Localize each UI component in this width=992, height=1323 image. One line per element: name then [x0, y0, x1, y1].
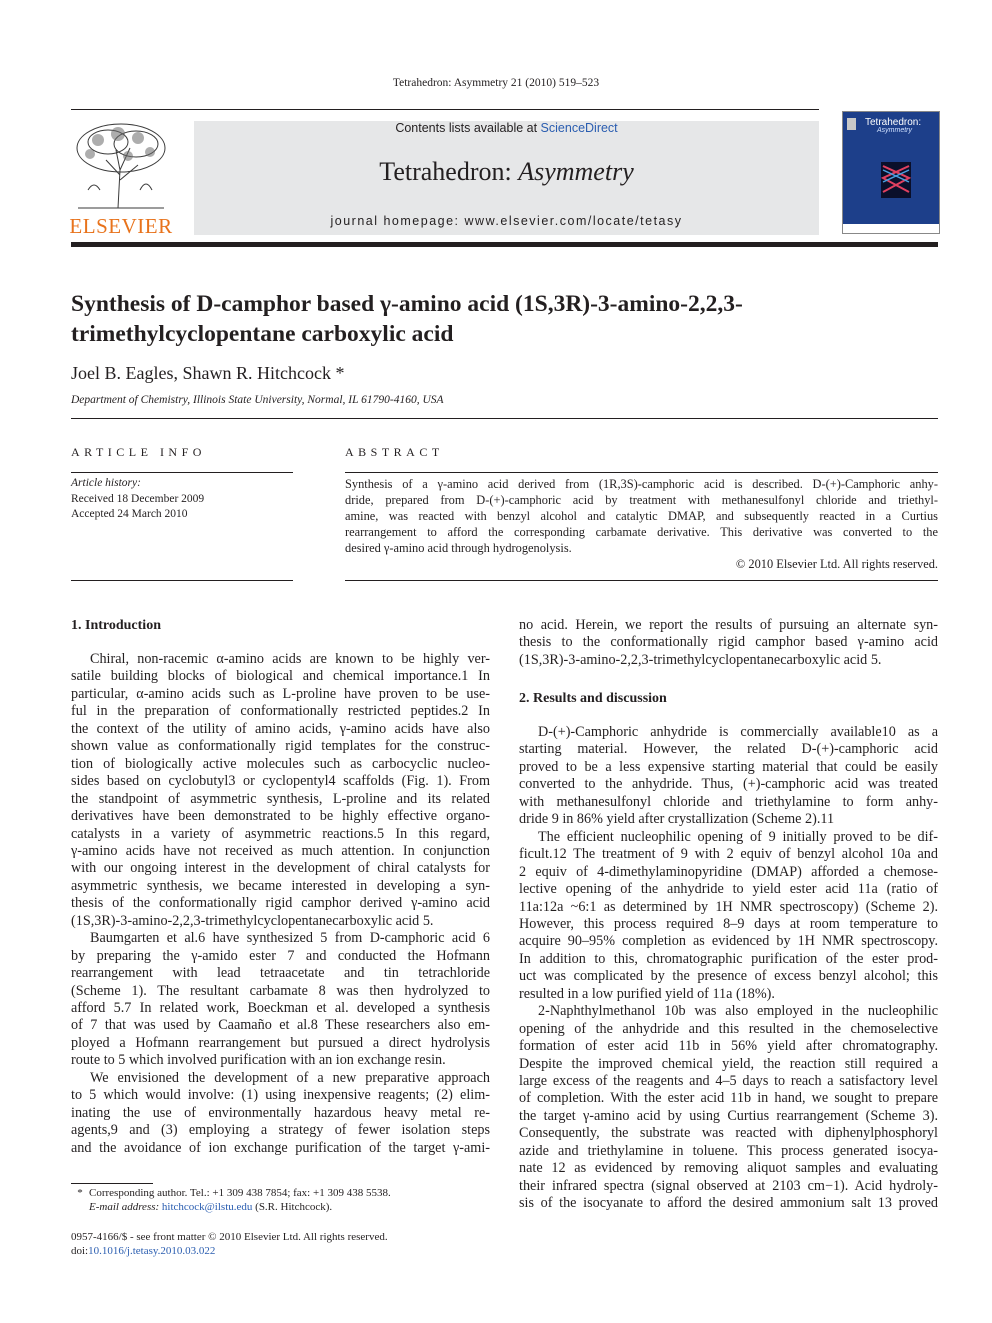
text-line: uct was complicated by the presence of excess benzyl alcohol; this — [519, 968, 938, 985]
text-line: the target γ-amino acid by using Curtius rearrangement (Scheme 3). — [519, 1107, 938, 1124]
accepted-date: Accepted 24 March 2010 — [71, 508, 188, 520]
text-line: D-(+)-Camphoric anhydride is commercially available10 as a — [538, 724, 938, 740]
text-line: by preparing the γ-amido ester 7 and conducted the Hofmann — [71, 947, 490, 964]
cover-subtitle: Asymmetry — [877, 127, 912, 134]
text-line: catalysts in a variety of asymmetric reactions.5 In this regard, — [71, 825, 490, 842]
text-line: In addition to this, chromatographic purification of the ester prod- — [519, 950, 938, 967]
text-line: 2 equiv of 4-dimethylaminopyridine (DMAP) afforded a chemose- — [519, 863, 938, 880]
text-line: their infrared spectra (signal observed at 2103 cm−1). Acid hydroly- — [519, 1177, 938, 1194]
publisher-logo-text: ELSEVIER — [69, 214, 173, 238]
email-link[interactable]: hitchcock@ilstu.edu — [161, 1201, 253, 1213]
text-line: (1S,3R)-3-amino-2,2,3-trimethylcyclopentanecarboxylic acid 5. — [71, 912, 434, 929]
text-line: the context of the utility of amino acids, γ-amino acids have also — [71, 720, 490, 737]
introduction-continued — [519, 617, 938, 671]
text-line: (1S,3R)-3-amino-2,2,3-trimethylcyclopentanecarboxylic acid 5. — [519, 651, 882, 668]
abstract-heading: ABSTRACT — [345, 445, 444, 459]
doi-link[interactable]: 10.1016/j.tetasy.2010.03.022 — [88, 1245, 216, 1257]
text-line: 11a:12a ~6:1 as determined by 1H NMR spectroscopy) (Scheme 2). — [519, 898, 938, 915]
text-line: γ-amino acids have not received as much attention. In conjunction — [71, 842, 490, 859]
text-line: and the avoidance of ion exchange purification of the target γ-ami- — [71, 1139, 490, 1156]
section-heading-introduction: 1. Introduction — [71, 618, 161, 633]
cover-graphic-icon — [843, 112, 939, 233]
text-line: asymmetric synthesis, we became interested in developing a syn- — [71, 877, 490, 894]
footnote-rule — [71, 1183, 153, 1184]
article-title-line2: trimethylcyclopentane carboxylic acid — [71, 321, 454, 347]
homepage-link[interactable]: www.elsevier.com/locate/tetasy — [464, 214, 683, 228]
text-line: afford 5.7 In related work, Boeckman et al. developed a synthesis — [71, 1000, 490, 1016]
text-line: Baumgarten et al.6 have synthesized 5 from D-camphoric acid 6 — [90, 930, 490, 947]
issn-line: 0957-4166/$ - see front matter © 2010 Elsevier Ltd. All rights reserved. — [71, 1231, 388, 1243]
history-label: Article history: — [71, 477, 141, 489]
abstract-line: dride, prepared from D-(+)-camphoric acid by treatment with methanesulfonyl chloride and triethyl- — [345, 493, 938, 507]
text-line: ployed a Hofmann rearrangement but pursued a direct hydrolysis — [71, 1034, 490, 1051]
abstract-line: rearrangement to afford the corresponding carbamate derivative. This derivative was converted to the — [345, 525, 938, 539]
abstract-rule — [345, 472, 938, 473]
abstract-bottom-rule — [345, 580, 938, 581]
text-line: of completion. With the ester acid 11b in hand, we sought to prepare — [519, 1090, 938, 1107]
text-line: starting material. However, the related D-(+)-camphoric acid — [519, 741, 938, 758]
text-line: However, this process required 8–9 days at room temperature to — [519, 915, 938, 932]
affiliation: Department of Chemistry, Illinois State University, Normal, IL 61790-4160, USA — [71, 394, 444, 406]
text-line: shown value as conformationally rigid templates for the construc- — [71, 738, 490, 755]
text-line: formation of ester acid 11b in 56% yield after chromatography. — [519, 1038, 938, 1055]
text-line: proved to be a less expensive starting material that could be easily — [519, 758, 938, 775]
text-line: ficult.12 The treatment of 9 with 2 equiv of benzyl alcohol 10a and — [519, 846, 938, 863]
text-line: azide and triethylamine in toluene. This process generated isocya- — [519, 1142, 938, 1159]
footnote-email: E-mail address: hitchcock@ilstu.edu (S.R. Hitchcock). — [89, 1201, 333, 1213]
journal-title: Tetrahedron: Asymmetry — [379, 157, 634, 186]
abstract-line: desired γ-amino acid through hydrogenolysis. — [345, 541, 572, 555]
text-line: with methanesulfonyl chloride and triethylamine to form anhy- — [519, 793, 938, 810]
footnote — [71, 1186, 391, 1214]
text-line: lective opening of the anhydride to yield ester acid 11a (ratio of — [519, 881, 938, 898]
text-line: Despite the improved chemical yield, the reaction still required a — [519, 1055, 938, 1072]
cover-title: Tetrahedron: — [865, 117, 922, 128]
header-rule — [71, 109, 819, 110]
text-line: nate 12 as evidenced by removing aliquot samples and evaluating — [519, 1160, 938, 1177]
abstract-line: amine, was reacted with benzyl alcohol and catalytic DMAP, and subsequently reacted in a Curtius — [345, 509, 938, 523]
text-line: satile building blocks of biological and chemical importance.1 In — [71, 668, 490, 685]
text-line: inating the use of environmentally hazardous heavy metal re- — [71, 1104, 490, 1121]
tree-icon — [68, 120, 174, 210]
article-title — [71, 289, 931, 349]
text-line: the standpoint of asymmetric synthesis, L-proline and its related — [71, 790, 490, 807]
text-line: of 7 that was used by Caamaño et al.8 These researchers also em- — [71, 1017, 490, 1034]
abstract-copyright: © 2010 Elsevier Ltd. All rights reserved. — [735, 557, 938, 571]
authors: Joel B. Eagles, Shawn R. Hitchcock * — [71, 363, 345, 383]
journal-cover — [842, 111, 940, 234]
text-line: agents,9 and (3) employing a strategy of fewer isolation steps — [71, 1122, 490, 1139]
article-history — [71, 476, 204, 523]
text-line: large excess of the reagents and 4–5 days to reach a satisfactory level — [519, 1073, 938, 1089]
text-line: Consequently, the substrate was reacted with diphenylphosphoryl — [519, 1125, 938, 1142]
text-line: 2-Naphthylmethanol 10b was also employed in the nucleophilic — [538, 1003, 938, 1020]
section-heading-results: 2. Results and discussion — [519, 691, 667, 706]
masthead-thick-rule — [71, 242, 938, 247]
text-line: particular, α-amino acids such as L-proline have proven to be use- — [71, 685, 490, 702]
text-line: to 5 which would involve: (1) using inexpensive reagents; (2) elim- — [71, 1087, 490, 1104]
introduction-body — [71, 651, 490, 1161]
text-line: The efficient nucleophilic opening of 9 initially proved to be dif- — [538, 828, 938, 845]
masthead-box — [194, 121, 819, 235]
text-line: sis of the isocyanate to afford the desired ammonium salt 13 proved — [519, 1195, 938, 1212]
abstract-line: Synthesis of a γ-amino acid derived from (1R,3S)-camphoric acid is described. D-(+)-Camphoric anhy- — [345, 477, 938, 491]
article-info-heading: ARTICLE INFO — [71, 445, 206, 459]
journal-homepage: journal homepage: www.elsevier.com/locate/tetasy — [330, 214, 683, 228]
text-line: Chiral, non-racemic α-amino acids are known to be highly ver- — [90, 651, 490, 667]
sciencedirect-link[interactable]: ScienceDirect — [540, 121, 618, 135]
text-line: thesis to the conformationally rigid camphor based γ-amino acid — [519, 634, 938, 651]
text-line: route to 5 which involved purification with an ion exchange resin. — [71, 1052, 446, 1069]
text-line: ful in the preparation of conformationally restricted peptides.2 In — [71, 703, 490, 720]
text-line: rearrangement with lead tetraacetate and tin tetrachloride — [71, 965, 490, 982]
results-body — [519, 724, 938, 1219]
text-line: (Scheme 1). The resultant carbamate 8 was then hydrolyzed to — [71, 982, 490, 999]
text-line: sides based on cyclobutyl3 or cyclopentyl4 scaffolds (Fig. 1). From — [71, 773, 490, 790]
running-header: Tetrahedron: Asymmetry 21 (2010) 519–523 — [392, 77, 600, 89]
doi-line: doi:10.1016/j.tetasy.2010.03.022 — [71, 1245, 216, 1257]
text-line: acquire 90–95% completion as evidenced by 1H NMR spectroscopy. — [519, 933, 938, 950]
footnote-author: * Corresponding author. Tel.: +1 309 438 7854; fax: +1 309 438 5538. — [77, 1187, 391, 1199]
elsevier-logo — [68, 120, 174, 238]
text-line: tion of biologically active molecules such as carbocyclic nucleo- — [71, 755, 490, 772]
text-line: resulted in a low purified yield of 11a (18%). — [519, 985, 775, 1002]
text-line: no acid. Herein, we report the results of pursuing an alternate syn- — [519, 617, 938, 633]
contents-line: Contents lists available at ScienceDirect — [395, 121, 618, 135]
article-info-bottom-rule — [71, 580, 293, 581]
received-date: Received 18 December 2009 — [71, 492, 205, 505]
affiliation-rule — [71, 418, 938, 419]
text-line: opening of the anhydride and this resulted in the chemoselective — [519, 1020, 938, 1037]
article-info-rule — [71, 472, 293, 473]
text-line: thesis of the conformationally rigid camphor derived γ-amino acid — [71, 895, 490, 912]
article-title-line1: Synthesis of D-camphor based γ-amino acid (1S,3R)-3-amino-2,2,3- — [71, 291, 743, 317]
text-line: We envisioned the development of a new preparative approach — [90, 1069, 490, 1086]
text-line: converted to the anhydride. Thus, (+)-camphoric acid was treated — [519, 776, 938, 793]
text-line: dride 9 in 86% yield after crystallization (Scheme 2).11 — [519, 811, 835, 828]
text-line: derivatives have been demonstrated to be highly effective organo- — [71, 808, 490, 825]
text-line: with our ongoing interest in the development of chiral catalysts for — [71, 860, 490, 877]
